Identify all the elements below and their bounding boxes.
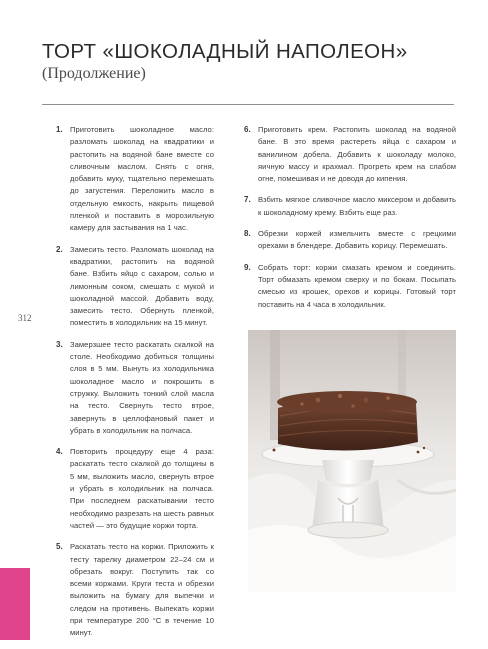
step-number: 6.	[244, 125, 251, 134]
page-title: ТОРТ «ШОКОЛАДНЫЙ НАПОЛЕОН»	[42, 40, 408, 63]
step-number: 3.	[56, 339, 63, 349]
step-text: Взбить мягкое сливочное масло миксером и добавить к шоколадному крему. Взбить еще раз.	[258, 195, 456, 217]
step-number: 1.	[56, 125, 63, 134]
step-text: Приготовить крем. Растопить шоколад на водяной бане. В это время растереть яйца с сахаром и ванилином добела. Добавить к шоколаду молоко, яичную массу и крахмал. Прогреть крем на слабом огне, помешивая и не доводя до кипения.	[258, 125, 456, 184]
recipe-step	[56, 339, 214, 437]
recipe-step	[56, 541, 214, 639]
cake-photo	[248, 330, 456, 592]
step-text: Собрать торт: коржи смазать кремом и соединить. Торт обмазать кремом сверху и по бокам. Посыпать смесью из крошек, орехов и корицы. Готовый торт поставить на 4 часа в холодильник.	[258, 262, 456, 309]
step-number: 8.	[244, 229, 251, 239]
recipe-step	[56, 124, 214, 235]
step-number: 2.	[56, 244, 63, 254]
steps-column-left	[56, 124, 214, 649]
recipe-step	[244, 124, 456, 185]
step-text: Обрезки коржей измельчить вместе с грецкими орехами в блендере. Добавить корицу. Перемешать.	[258, 229, 456, 251]
step-number: 4.	[56, 447, 63, 457]
step-text: Приготовить шоколадное масло: разломать шоколад на квадратики и растопить на водяной бане вместе со сливочным маслом. Снять с огня, добавить муку, тщательно перемешать до загустения. Переложить масло в отдельную емкость, накрыть пищевой пленкой и поставить в морозильную камеру для застывания на 1 час.	[70, 125, 214, 233]
recipe-step	[244, 194, 456, 219]
step-text: Замесить тесто. Разломать шоколад на квадратики, растопить на водяной бане. Взбить яйцо с сахаром, солью и лимонным соком, смешать с мукой и шоколадной массой. Добавить воду, замесить тесто. Обернуть пленкой, поместить в холодильник на 15 минут.	[70, 244, 214, 328]
page-subtitle: (Продолжение)	[42, 65, 146, 82]
recipe-step	[56, 244, 214, 330]
step-number: 9.	[244, 262, 251, 272]
section-color-tab	[0, 568, 30, 640]
recipe-step	[244, 228, 456, 253]
page-number: 312	[18, 313, 32, 323]
step-text: Повторить процедуру еще 4 раза: раскатать тесто скалкой до толщины в 5 мм, выложить масло, свернуть втрое и убрать в холодильник на полчаса. При последнем раскатывании тесто необходимо разрезать на шесть равных частей — это будущие коржи торта.	[70, 447, 214, 530]
recipe-step	[56, 446, 214, 532]
step-text: Замерзшее тесто раскатать скалкой на столе. Необходимо добиться толщины слоя в 5 мм. Вынуть из холодильника шоколадное масло и покрошить в стружку. Выложить тонкий слой масла на тесто. Свернуть тесто втрое, завернуть в целлофановый пакет и убрать в холодильник на полчаса.	[70, 339, 214, 435]
steps-column-right	[244, 124, 456, 320]
recipe-step	[244, 262, 456, 311]
step-number: 7.	[244, 195, 251, 205]
step-number: 5.	[56, 542, 63, 552]
step-text: Раскатать тесто на коржи. Приложить к тесту тарелку диаметром 22–24 см и обрезать вокруг. Поступить так со всеми коржами. Круги теста и обрезки выложить на бумагу для выпечки и следом на противень. Выпекать коржи при температуре 200 °С в течение 10 минут.	[70, 542, 214, 638]
header-divider	[42, 104, 454, 105]
